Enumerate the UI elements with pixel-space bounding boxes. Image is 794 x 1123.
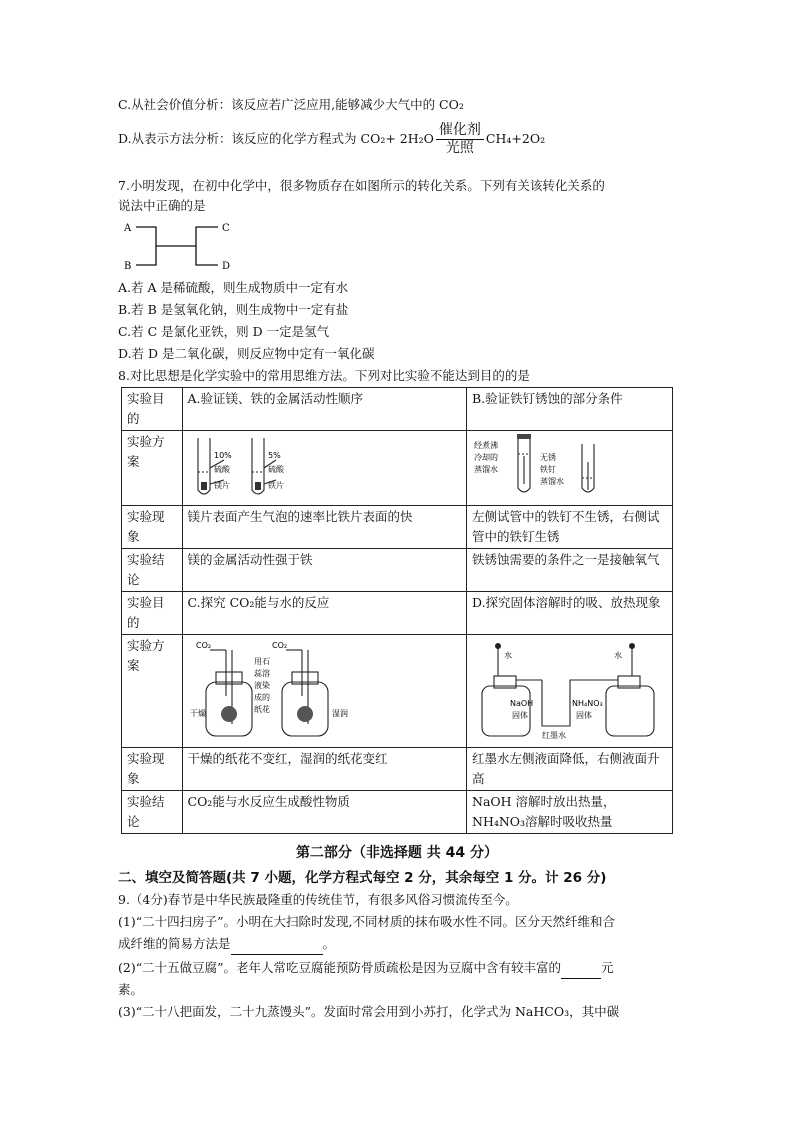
label-co2-right: CO₂: [271, 641, 287, 650]
row-label-phenomenon-2: 实验现象: [122, 748, 183, 791]
dropper-right: [629, 643, 635, 649]
label-10-percent: 10%: [213, 451, 232, 460]
table-row: [122, 592, 673, 635]
q9-p2-line1-text: (2)“二十五做豆腐”。老年人常吃豆腐能预防骨质疏松是因为豆腐中含有较丰富的: [118, 960, 561, 975]
label-note-3: 液染: [253, 681, 270, 690]
cell-a-conclusion: 镁的金属活动性强于铁: [182, 549, 467, 592]
label-distilled-right: 蒸馏水: [540, 477, 564, 486]
row-label-conclusion-2: 实验结论: [122, 791, 183, 834]
q9-p1-line2: [118, 934, 335, 955]
dropper-left: [495, 643, 501, 649]
paper-flower-figure-c: [188, 636, 348, 740]
cell-c-purpose: C.探究 CO₂能与水的反应: [182, 592, 467, 635]
wet-flower: [297, 706, 313, 722]
cell-a-purpose: A.验证镁、铁的金属活动性顺序: [182, 388, 467, 431]
stopper: [517, 434, 531, 439]
label-wet: 湿润: [331, 709, 348, 718]
row-label-conclusion: 实验结论: [122, 549, 183, 592]
cell-d-purpose: D.探究固体溶解时的吸、放热现象: [467, 592, 673, 635]
option-d-prefix: D.从表示方法分析：该反应的化学方程式为 CO₂+ 2H₂O: [118, 131, 434, 146]
label-mg: 镁片: [213, 481, 230, 490]
diagram-label-c: C: [222, 223, 230, 234]
q9-p3: (3)“二十八把面发，二十九蒸馒头”。发面时常会用到小苏打，化学式为 NaHCO₃，其中碳: [118, 1004, 620, 1019]
q7-option-b: B.若 B 是氢氧化钠，则生成物中一定有盐: [118, 302, 349, 317]
q9-p1-line1: (1)“二十四扫房子”。小明在大扫除时发现,不同材质的抹布吸水性不同。区分天然纤维和合: [118, 914, 615, 929]
option-c: C.从社会价值分析：该反应若广泛应用,能够减少大气中的 CO₂: [118, 97, 464, 112]
label-water-left: 水: [504, 651, 512, 660]
table-row: [122, 748, 673, 791]
table-row: [122, 549, 673, 592]
q9-p1-end: 。: [322, 936, 336, 951]
label-cooled: 冷却的: [474, 453, 498, 462]
cell-a-phenomenon: 镁片表面产生气泡的速率比铁片表面的快: [182, 506, 467, 549]
q9-p2-end: 元: [601, 960, 614, 975]
answer-blank-1[interactable]: [231, 934, 323, 955]
label-red-ink: 红墨水: [542, 731, 566, 740]
table-row: [122, 431, 673, 506]
cell-b-conclusion: 铁锈蚀需要的条件之一是接触氧气: [467, 549, 673, 592]
q9-p2-line2: 素。: [118, 982, 144, 997]
test-tube-figure-a: [188, 432, 318, 498]
q9-p1-line2-text: 成纤维的简易方法是: [118, 936, 231, 951]
q7-option-c: C.若 C 是氯化亚铁，则 D 一定是氢气: [118, 324, 330, 339]
label-note-4: 成的: [253, 693, 270, 702]
cell-b-plan: [467, 431, 673, 506]
label-naoh-solid: 固体: [512, 711, 528, 720]
diagram-label-d: D: [222, 261, 231, 272]
magnesium-strip: [201, 482, 207, 490]
diagram-lines: [136, 227, 218, 265]
reaction-condition: [436, 122, 484, 157]
label-dry: 干燥: [189, 709, 206, 718]
q7-option-d: D.若 D 是二氧化碳，则反应物中定有一氧化碳: [118, 346, 375, 361]
row-label-purpose-2: 实验目的: [122, 592, 183, 635]
label-note-1: 用石: [253, 657, 270, 666]
row-label-plan: 实验方案: [122, 431, 183, 506]
cell-c-conclusion: CO₂能与水反应生成酸性物质: [182, 791, 467, 834]
answer-blank-2[interactable]: [561, 958, 601, 979]
label-nh4no3: NH₄NO₃: [572, 699, 603, 708]
cell-d-phenomenon: 红墨水左侧液面降低，右侧液面升高: [467, 748, 673, 791]
label-nail: 铁钉: [540, 465, 556, 474]
option-d: [118, 122, 545, 157]
diagram-label-a: A: [124, 223, 132, 234]
q8-stem: 8.对比思想是化学实验中的常用思维方法。下列对比实验不能达到目的的是: [118, 368, 530, 383]
row-label-purpose: 实验目的: [122, 388, 183, 431]
label-acid-right: 硫酸: [267, 465, 284, 474]
diagram-label-b: B: [124, 261, 132, 272]
table-row: [122, 506, 673, 549]
cell-d-conclusion: [467, 791, 673, 834]
section2-title: 二、填空及简答题(共 7 小题，化学方程式每空 2 分，其余每空 1 分。计 26 分): [118, 870, 607, 886]
label-boiled: 经煮沸: [474, 441, 498, 450]
row-label-phenomenon: 实验现象: [122, 506, 183, 549]
table-row: [122, 388, 673, 431]
cell-c-plan: [182, 635, 467, 748]
cell-c-phenomenon: 干燥的纸花不变红，湿润的纸花变红: [182, 748, 467, 791]
q9-p2-line1: [118, 958, 614, 979]
table-row: [122, 635, 673, 748]
cell-a-plan: [182, 431, 467, 506]
q8-experiment-table: [121, 387, 673, 834]
test-tube-figure-b: [472, 432, 612, 498]
iron-strip: [255, 482, 261, 490]
label-acid-left: 硫酸: [213, 465, 230, 474]
d-conclusion-line1: NaOH 溶解时放出热量，: [472, 794, 616, 809]
cell-d-plan: [467, 635, 673, 748]
q7-transform-diagram: [118, 218, 238, 274]
q9-stem: 9.（4分)春节是中华民族最隆重的传统佳节，有很多风俗习惯流传至今。: [118, 892, 518, 907]
condition-catalyst: 催化剂: [436, 122, 484, 140]
label-5-percent: 5%: [267, 451, 281, 460]
option-d-suffix: CH₄+2O₂: [485, 131, 546, 146]
cell-b-purpose: B.验证铁钉锈蚀的部分条件: [467, 388, 673, 431]
dry-flower: [221, 706, 237, 722]
label-note-2: 蕊溶: [253, 669, 270, 678]
label-note-5: 纸花: [253, 705, 270, 714]
label-co2-left: CO₂: [195, 641, 211, 650]
table-row: [122, 791, 673, 834]
q7-stem-line2: 说法中正确的是: [118, 198, 206, 213]
label-rustfree: 无锈: [540, 453, 556, 462]
label-water-right: 水: [614, 651, 622, 660]
q7-stem-line1: 7.小明发现，在初中化学中，很多物质存在如图所示的转化关系。下列有关该转化关系的: [118, 178, 605, 193]
q7-option-a: A.若 A 是稀硫酸，则生成物质中一定有水: [118, 280, 348, 295]
condition-light: 光照: [445, 140, 474, 156]
cell-b-phenomenon: 左侧试管中的铁钉不生锈，右侧试管中的铁钉生锈: [467, 506, 673, 549]
row-label-plan-2: 实验方案: [122, 635, 183, 748]
label-distilled-left: 蒸馏水: [474, 465, 498, 474]
dissolution-figure-d: [472, 636, 667, 740]
label-fe: 铁片: [267, 481, 284, 490]
label-naoh: NaOH: [510, 699, 534, 708]
label-nh4no3-solid: 固体: [576, 711, 592, 720]
part2-title: 第二部分（非选择题 共 44 分）: [295, 845, 499, 861]
d-conclusion-line2: NH₄NO₃溶解时吸收热量: [472, 814, 613, 829]
